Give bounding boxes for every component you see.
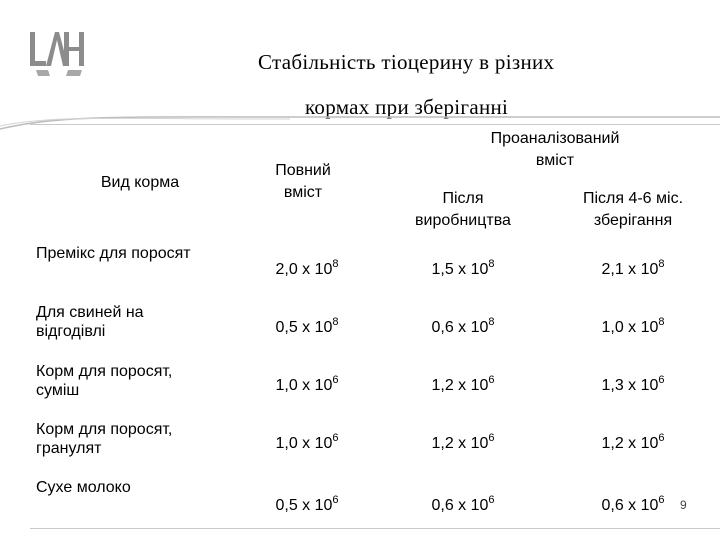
page-number: 9 — [680, 498, 687, 512]
header-after-storage-line-2: зберігання — [593, 212, 673, 229]
row-4-after-production — [398, 432, 528, 453]
row-5-after-production-exp: 6 — [488, 494, 495, 506]
row-2-after-production-exp: 8 — [488, 316, 495, 328]
footer-rule — [30, 528, 720, 529]
row-label-3-line-1: Корм для поросят, — [36, 363, 173, 380]
header-total-content-line-1: Повний — [275, 162, 331, 179]
row-3-total-base: 1,0 x 10 — [275, 377, 333, 394]
row-5-after-storage — [568, 494, 698, 515]
row-label-2-line-1: Для свиней на — [36, 304, 144, 321]
header-after-production-line-2: виробництва — [415, 212, 511, 229]
row-1-total-exp: 8 — [332, 258, 339, 270]
row-1-after-production-exp: 8 — [488, 258, 495, 270]
header-analyzed-line-1: Проаналізований — [490, 130, 620, 147]
row-4-after-storage-base: 1,2 x 10 — [601, 435, 659, 452]
row-1-total-base: 2,0 x 10 — [275, 261, 333, 278]
row-label-1 — [36, 244, 191, 263]
row-2-after-storage-exp: 8 — [658, 316, 665, 328]
row-3-after-production-base: 1,2 x 10 — [431, 377, 489, 394]
row-5-total-exp: 6 — [332, 494, 339, 506]
row-label-2-line-2: відгодівлі — [36, 323, 106, 340]
row-label-5 — [36, 478, 131, 497]
row-2-after-production — [398, 316, 528, 337]
row-label-3-line-2: суміш — [36, 382, 80, 399]
header-total-content — [248, 160, 358, 204]
slide-title-line-2: кормах при зберіганні — [305, 95, 509, 119]
row-4-after-production-base: 1,2 x 10 — [431, 435, 489, 452]
row-3-after-production — [398, 374, 528, 395]
header-analyzed-line-2: вміст — [535, 152, 575, 169]
row-5-total — [242, 494, 372, 515]
header-after-storage-line-1: Після 4-6 міс. — [582, 190, 684, 207]
row-5-after-production-base: 0,6 x 10 — [431, 497, 489, 514]
row-label-4-line-2: гранулят — [36, 440, 102, 457]
slide-title-line-1: Стабільність тіоцерину в різних — [258, 50, 555, 74]
header-after-production-line-1: Після — [442, 190, 484, 207]
row-5-after-storage-exp: 6 — [658, 494, 665, 506]
row-1-after-production — [398, 258, 528, 279]
header-after-storage — [558, 188, 708, 232]
row-label-2 — [36, 303, 144, 341]
row-4-total — [242, 432, 372, 453]
row-3-after-storage-exp: 6 — [658, 374, 665, 386]
row-2-after-storage-base: 1,0 x 10 — [601, 319, 659, 336]
row-2-after-production-base: 0,6 x 10 — [431, 319, 489, 336]
row-1-after-storage-exp: 8 — [658, 258, 665, 270]
row-1-after-storage — [568, 258, 698, 279]
header-total-content-line-2: вміст — [283, 184, 323, 201]
header-rule — [30, 124, 720, 125]
row-4-total-base: 1,0 x 10 — [275, 435, 333, 452]
row-5-total-base: 0,5 x 10 — [275, 497, 333, 514]
row-4-after-storage — [568, 432, 698, 453]
row-2-total-exp: 8 — [332, 316, 339, 328]
row-label-1-line-1: Премікс для поросят — [36, 245, 191, 262]
row-4-after-production-exp: 6 — [488, 432, 495, 444]
row-3-after-storage — [568, 374, 698, 395]
row-3-total — [242, 374, 372, 395]
row-label-5-line-1: Сухе молоко — [36, 479, 131, 496]
row-4-total-exp: 6 — [332, 432, 339, 444]
header-after-production — [388, 188, 538, 232]
row-4-after-storage-exp: 6 — [658, 432, 665, 444]
row-3-after-storage-base: 1,3 x 10 — [601, 377, 659, 394]
row-label-4 — [36, 420, 172, 458]
row-1-after-storage-base: 2,1 x 10 — [601, 261, 659, 278]
row-1-after-production-base: 1,5 x 10 — [431, 261, 489, 278]
lah-logo — [28, 28, 90, 80]
row-5-after-storage-base: 0,6 x 10 — [601, 497, 659, 514]
row-3-total-exp: 6 — [332, 374, 339, 386]
header-analyzed-content — [440, 128, 670, 172]
row-1-total — [242, 258, 372, 279]
row-2-total-base: 0,5 x 10 — [275, 319, 333, 336]
row-2-total — [242, 316, 372, 337]
row-5-after-production — [398, 494, 528, 515]
row-2-after-storage — [568, 316, 698, 337]
row-3-after-production-exp: 6 — [488, 374, 495, 386]
row-label-3 — [36, 362, 172, 400]
row-label-4-line-1: Корм для поросят, — [36, 421, 173, 438]
header-feed-type: Вид корма — [100, 174, 180, 191]
